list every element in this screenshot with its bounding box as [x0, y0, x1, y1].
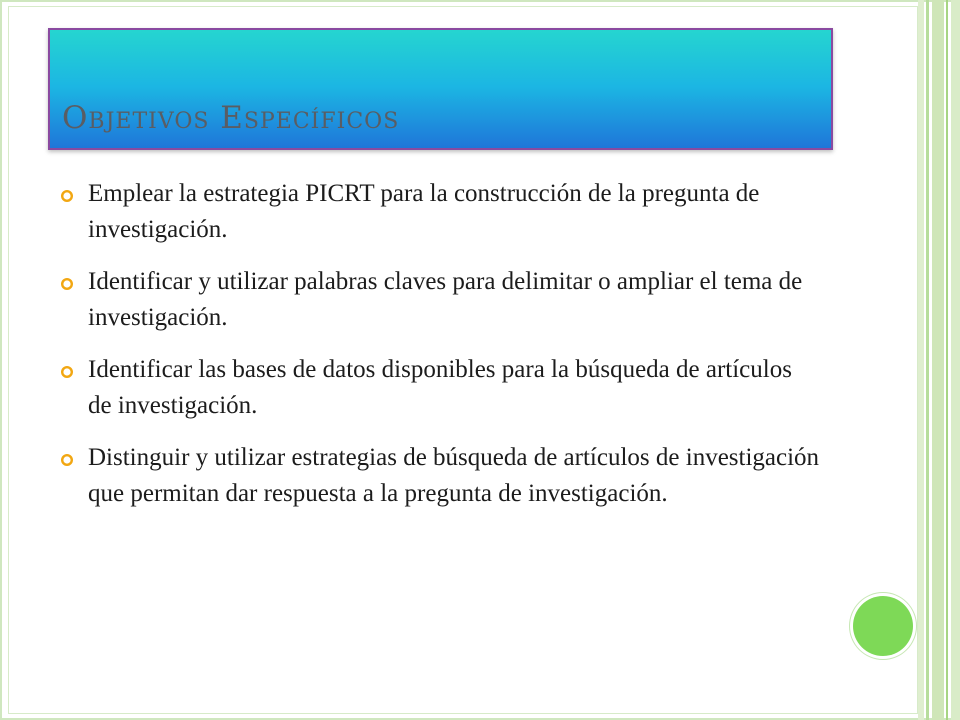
decorative-circle — [853, 596, 913, 656]
ring-bullet-icon — [60, 453, 74, 467]
stripe — [932, 0, 944, 720]
list-item — [60, 352, 820, 424]
stripe — [926, 0, 929, 720]
list-item — [60, 176, 820, 248]
list-item — [60, 264, 820, 336]
ring-bullet-icon — [60, 365, 74, 379]
ring-bullet-icon — [60, 277, 74, 291]
decorative-stripes — [918, 0, 960, 720]
stripe — [951, 0, 960, 720]
slide-title: Objetivos Específicos — [62, 100, 400, 136]
list-item-text: Emplear la estrategia PICRT para la construcción de la pregunta de investigación. — [88, 180, 760, 243]
list-item-text: Identificar las bases de datos disponibles para la búsqueda de artículos de investigación. — [88, 356, 792, 419]
stripe — [946, 0, 948, 720]
ring-bullet-icon — [60, 189, 74, 203]
stripe — [918, 0, 924, 720]
objectives-list — [60, 176, 820, 528]
list-item-text: Identificar y utilizar palabras claves para delimitar o ampliar el tema de investigación. — [88, 268, 803, 331]
list-item — [60, 440, 820, 512]
list-item-text: Distinguir y utilizar estrategias de búsqueda de artículos de investigación que permitan dar respuesta a la pregunta de investigación. — [88, 444, 820, 507]
title-banner — [48, 28, 833, 150]
